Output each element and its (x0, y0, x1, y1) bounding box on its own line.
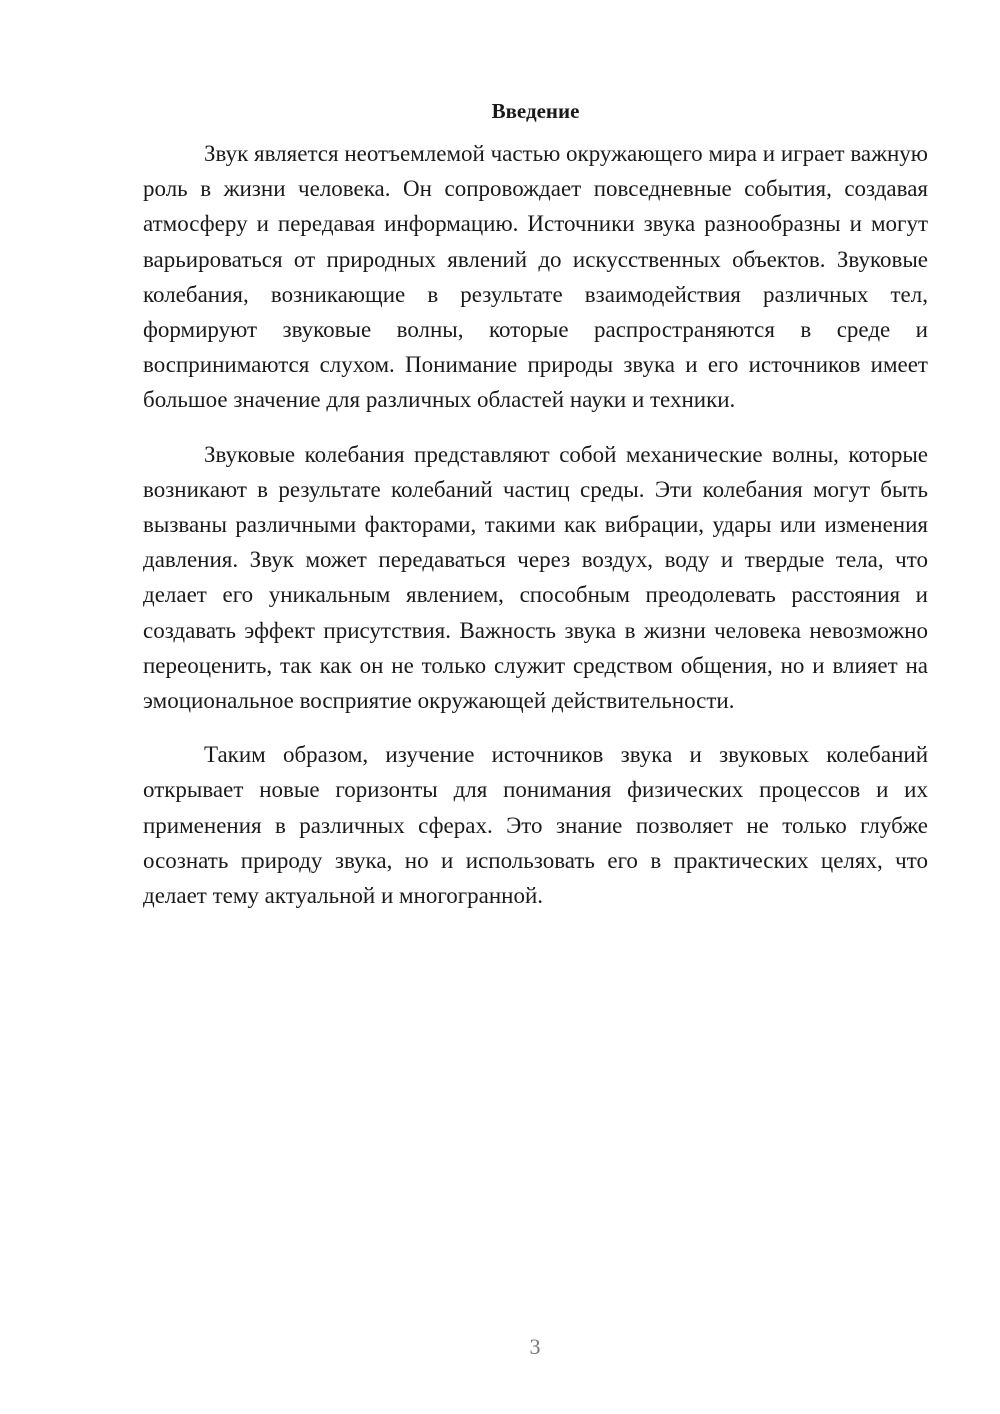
page-number: 3 (529, 1334, 541, 1359)
paragraph-1: Звук является неотъемлемой частью окружающего мира и играет важную роль в жизни человека. Он сопровождает повседневные события, создавая атмосферу и передавая информацию. Источники звука разнообразны и могут варьироваться от природных явлений до искусственных объектов. Звуковые колебания, возникающие в результате взаимодействия различных тел, формируют звуковые волны, которые распространяются в среде и воспринимаются слухом. Понимание природы звука и его источников имеет большое значение для различных областей науки и техники. (143, 141, 928, 413)
paragraph-3: Таким образом, изучение источников звука и звуковых колебаний открывает новые горизонты для понимания физических процессов и их применения в различных сферах. Это знание позволяет не только глубже осознать природу звука, но и использовать его в практических целях, что делает тему актуальной и многогранной. (143, 742, 928, 909)
page-body (143, 95, 928, 913)
section-heading: Введение (491, 99, 580, 123)
paragraph-2: Звуковые колебания представляют собой механические волны, которые возникают в результате колебаний частиц среды. Эти колебания могут быть вызваны различными факторами, такими как вибрации, удары или изменения давления. Звук может передаваться через воздух, воду и твердые тела, что делает его уникальным явлением, способным преодолевать расстояния и создавать эффект присутствия. Важность звука в жизни человека невозможно переоценить, так как он не только служит средством общения, но и влияет на эмоциональное восприятие окружающей действительности. (143, 441, 928, 714)
